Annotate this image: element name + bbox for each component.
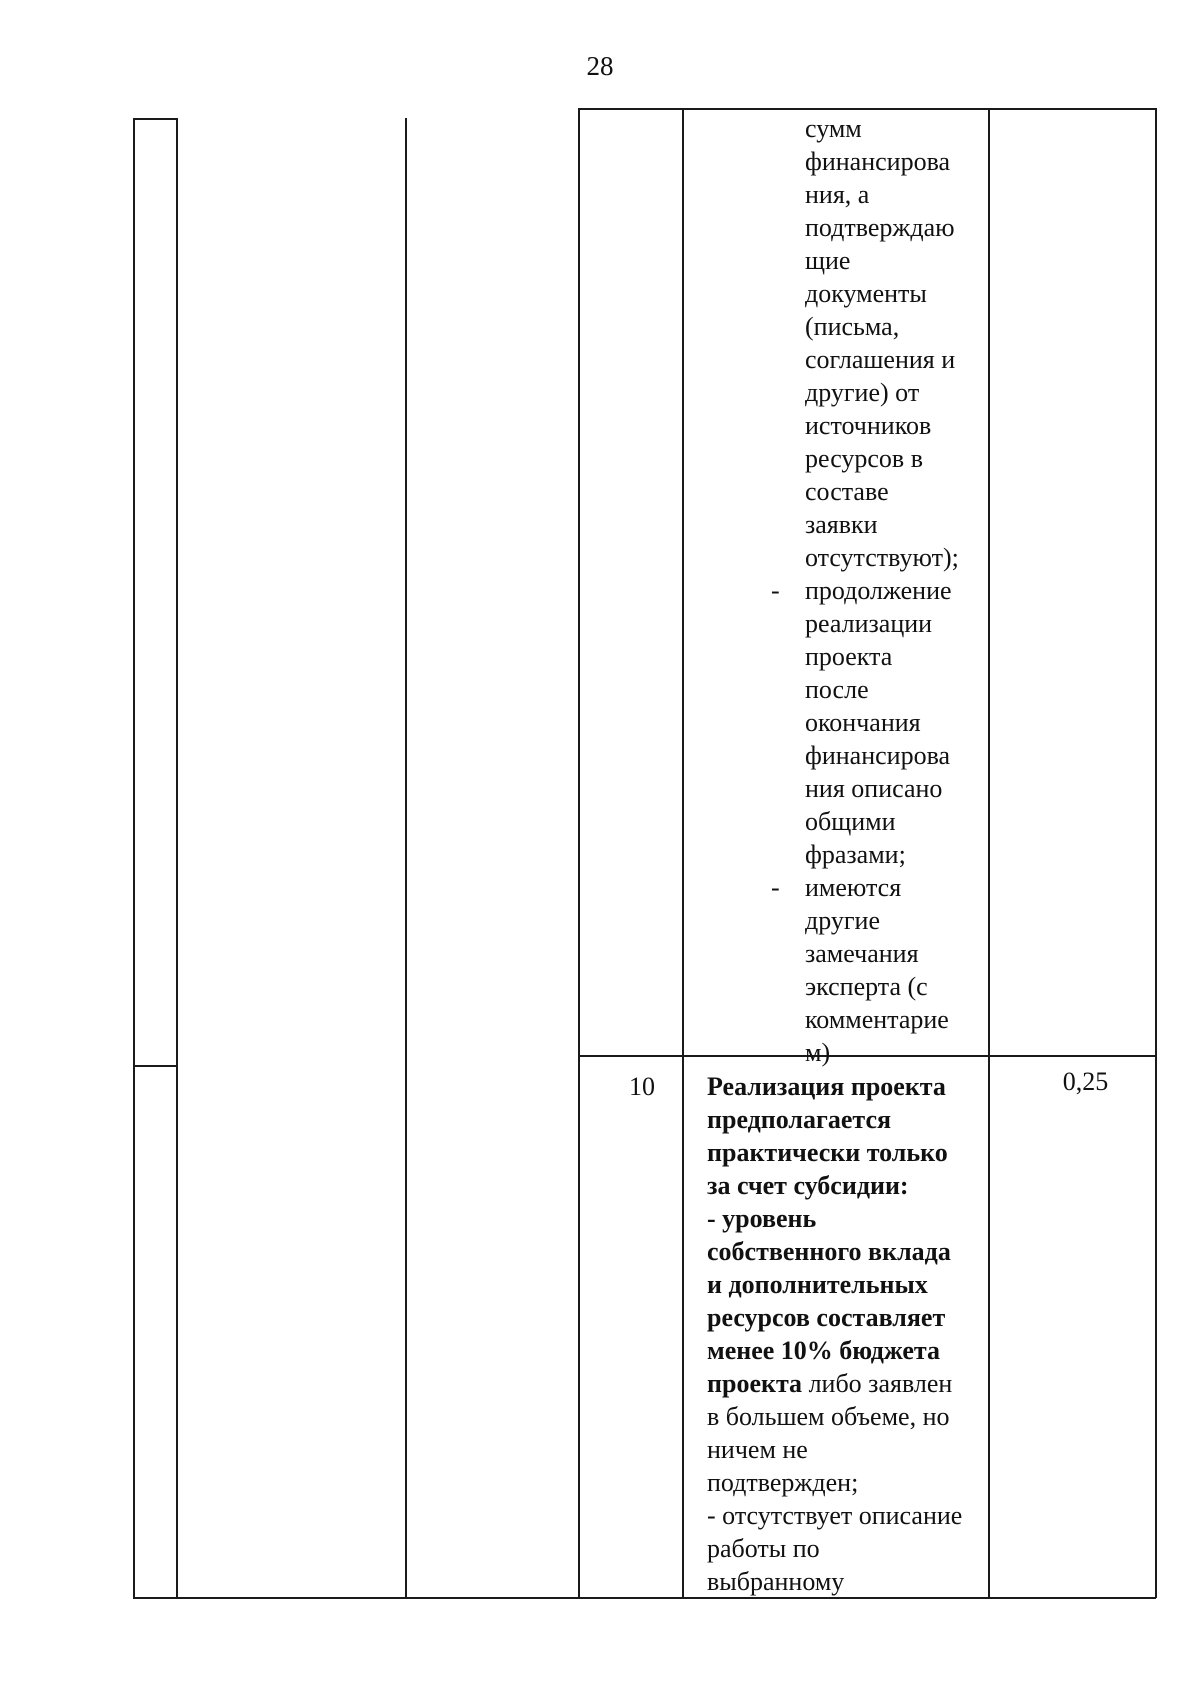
criterion-line: подтвержден; bbox=[707, 1468, 859, 1497]
table-border-col3 bbox=[578, 108, 580, 1598]
text-line: м) bbox=[805, 1038, 831, 1067]
bullet-dash: - bbox=[771, 873, 780, 902]
score-value: 0,25 bbox=[1062, 1067, 1109, 1096]
continued-criteria-text bbox=[771, 112, 995, 1069]
text-line: продолжение bbox=[805, 576, 952, 605]
text-line: финансирова bbox=[805, 741, 951, 770]
criterion-line: - уровень bbox=[707, 1204, 817, 1233]
text-line: общими bbox=[805, 807, 896, 836]
text-line: источников bbox=[805, 411, 932, 440]
table-border-top-left bbox=[133, 118, 178, 120]
criterion-line: ничем не bbox=[707, 1435, 808, 1464]
table-border-top-right bbox=[578, 108, 1156, 110]
text-line: подтверждаю bbox=[805, 213, 955, 242]
text-line: соглашения и bbox=[805, 345, 956, 374]
criterion-line: работы по bbox=[707, 1534, 820, 1563]
text-line: после bbox=[805, 675, 869, 704]
text-line: документы bbox=[805, 279, 927, 308]
table-border-bottom bbox=[133, 1597, 1156, 1599]
text-line: имеются bbox=[805, 873, 902, 902]
bullet-item-remarks bbox=[771, 871, 995, 904]
table-border-right-outer bbox=[1155, 108, 1157, 1598]
text-line: проекта bbox=[805, 642, 893, 671]
text-line: щие bbox=[805, 246, 851, 275]
criterion-line: в большем объеме, но bbox=[707, 1402, 950, 1431]
row-divider-left bbox=[133, 1065, 178, 1067]
text-line: эксперта (с bbox=[805, 972, 928, 1001]
criterion-line: - отсутствует описание bbox=[707, 1501, 963, 1530]
text-line: фразами; bbox=[805, 840, 906, 869]
criterion-text bbox=[707, 1070, 997, 1598]
text-line: другие bbox=[805, 906, 881, 935]
text-line: реализации bbox=[805, 609, 933, 638]
criterion-line: выбранному bbox=[707, 1567, 845, 1596]
text-line: комментарие bbox=[805, 1005, 949, 1034]
table-border-left-outer bbox=[133, 118, 135, 1598]
text-line: заявки bbox=[805, 510, 878, 539]
table-border-col4 bbox=[682, 108, 684, 1598]
text-line: ния, а bbox=[805, 180, 870, 209]
text-line: окончания bbox=[805, 708, 921, 737]
criterion-line: Реализация проекта bbox=[707, 1072, 946, 1101]
table-border-col2 bbox=[405, 118, 407, 1598]
row-number: 10 bbox=[629, 1072, 655, 1101]
text-line: (письма, bbox=[805, 312, 900, 341]
criterion-line: практически только bbox=[707, 1138, 948, 1167]
text-line: ресурсов в bbox=[805, 444, 923, 473]
text-line: ния описано bbox=[805, 774, 943, 803]
criterion-line: ресурсов составляет bbox=[707, 1303, 946, 1332]
criterion-line: менее 10% бюджета bbox=[707, 1336, 940, 1365]
page-number: 28 bbox=[586, 51, 614, 81]
criterion-line: собственного вклада bbox=[707, 1237, 951, 1266]
table-border-col1 bbox=[176, 118, 178, 1598]
bullet-item-continuation bbox=[771, 574, 995, 607]
text-line: финансирова bbox=[805, 147, 951, 176]
criterion-line: и дополнительных bbox=[707, 1270, 928, 1299]
text-line: сумм bbox=[805, 114, 862, 143]
text-line: отсутствуют); bbox=[805, 543, 959, 572]
criterion-bold-fragment: проекта bbox=[707, 1369, 803, 1398]
text-line: составе bbox=[805, 477, 889, 506]
text-line: другие) от bbox=[805, 378, 920, 407]
criterion-line: за счет субсидии: bbox=[707, 1171, 909, 1200]
text-line: замечания bbox=[805, 939, 919, 968]
criterion-line: предполагается bbox=[707, 1105, 892, 1134]
criterion-regular-fragment: либо заявлен bbox=[802, 1369, 953, 1398]
bullet-dash: - bbox=[771, 576, 780, 605]
criterion-mixed-line bbox=[707, 1367, 997, 1400]
